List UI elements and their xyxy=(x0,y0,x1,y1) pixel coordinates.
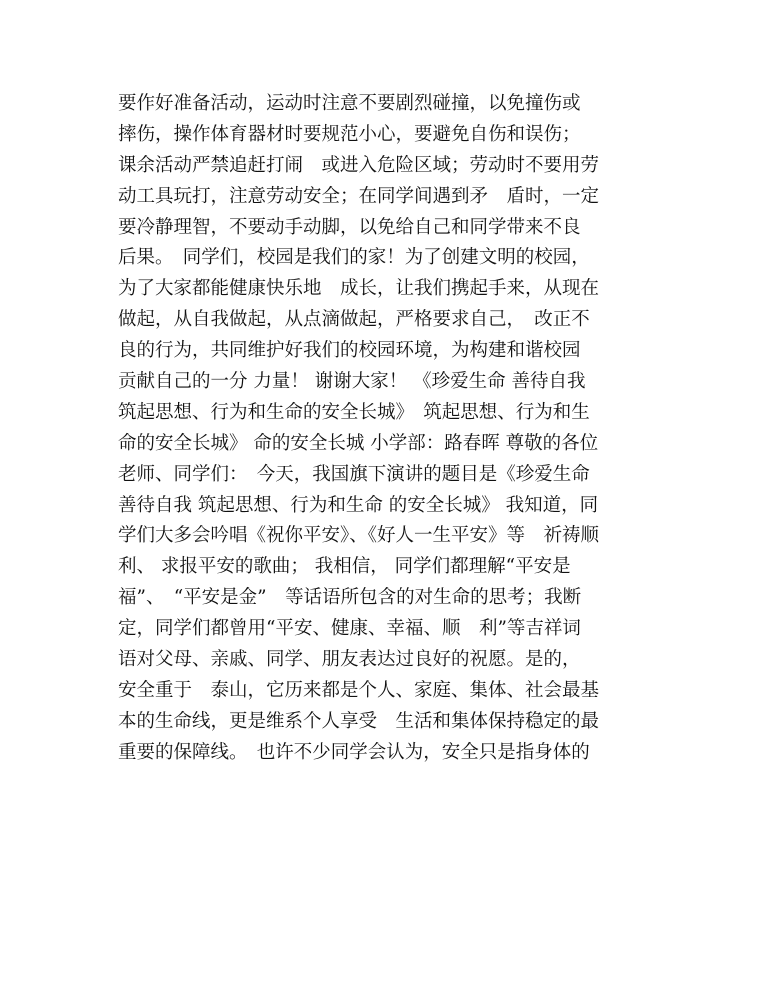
text-line: 贡献自己的一分 力量！ 谢谢大家！ 《珍爱生命 善待自我 xyxy=(118,371,586,393)
text-line: 摔伤，操作体育器材时要规范小心，要避免自伤和误伤； xyxy=(118,123,581,145)
text-line: 为了大家都能健康快乐地 成长，让我们携起手来，从现在 xyxy=(118,278,600,300)
text-line: 重要的保障线。 也许不少同学会认为，安全只是指身体的 xyxy=(118,741,590,763)
text-line: 筑起思想、行为和生命的安全长城》 筑起思想、行为和生 xyxy=(118,401,590,423)
text-line: 课余活动严禁追赶打闹 或进入危险区域；劳动时不要用劳 xyxy=(118,154,600,176)
text-line: 做起，从自我做起，从点滴做起，严格要求自己， 改正不 xyxy=(118,309,590,331)
text-line: 定，同学们都曾用“平安、健康、幸福、顺 利”等吉祥词 xyxy=(118,618,581,640)
text-line: 本的生命线，更是维系个人享受 生活和集体保持稳定的最 xyxy=(118,710,600,732)
text-line: 要冷静理智，不要动手动脚，以免给自己和同学带来不良 xyxy=(118,216,581,238)
text-line: 良的行为，共同维护好我们的校园环境，为构建和谐校园 xyxy=(118,340,581,362)
text-line: 要作好准备活动，运动时注意不要剧烈碰撞，以免撞伤或 xyxy=(118,93,581,114)
text-line: 后果。 同学们，校园是我们的家！为了创建文明的校园， xyxy=(118,247,590,269)
text-line: 学们大多会吟唱《祝你平安》、《好人一生平安》等 祈祷顺 xyxy=(118,525,600,547)
text-line: 命的安全长城》 命的安全长城 小学部：路春晖 尊敬的各位 xyxy=(118,432,599,454)
text-line: 福”、 “平安是金” 等话语所包含的对生命的思考；我断 xyxy=(118,587,582,609)
text-line: 语对父母、亲戚、同学、朋友表达过良好的祝愿。是的， xyxy=(118,649,581,671)
body-text xyxy=(118,89,658,769)
text-line: 利、 求报平安的歌曲； 我相信， 同学们都理解“平安是 xyxy=(118,556,571,578)
text-line: 善待自我 筑起思想、行为和生命 的安全长城》 我知道，同 xyxy=(118,494,599,516)
text-line: 老师、同学们： 今天，我国旗下演讲的题目是《珍爱生命 xyxy=(118,463,590,485)
text-line: 安全重于 泰山，它历来都是个人、家庭、集体、社会最基 xyxy=(118,679,600,701)
text-line: 动工具玩打，注意劳动安全；在同学间遇到矛 盾时，一定 xyxy=(118,185,600,207)
